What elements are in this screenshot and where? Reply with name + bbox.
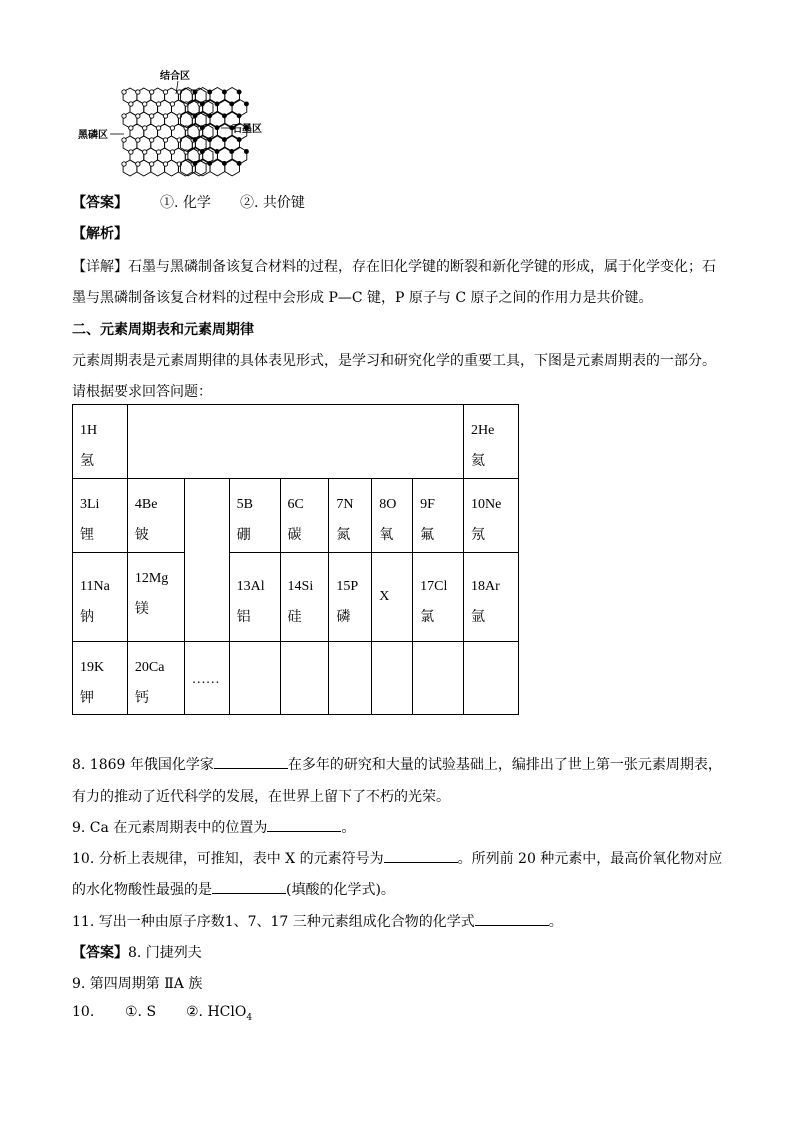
table-row — [73, 479, 519, 553]
phosphorus-atom — [163, 138, 167, 142]
label-black-phosphorus-zone: 黑磷区 — [78, 130, 108, 141]
cell-lithium: 3Li 锂 — [73, 479, 128, 553]
phosphorus-atom — [129, 102, 133, 106]
phosphorus-atom — [163, 90, 167, 94]
cell-phosphorus: 15P 磷 — [329, 553, 372, 642]
cell-potassium: 19K 钾 — [73, 642, 128, 715]
answer-2-line — [72, 942, 202, 962]
intro-line-1: 元素周期表是元素周期律的具体表见形式，是学习和研究化学的重要工具，下图是元素周期表的一部分。 — [72, 353, 716, 369]
cell-carbon: 6C 碳 — [280, 479, 329, 553]
question-11: 11. 写出一种由原子序数1、7、17 三种元素组成化合物的化学式 。 — [72, 914, 563, 930]
cell-helium: 2He 氦 — [464, 405, 519, 479]
phosphorus-atom — [136, 138, 140, 142]
section-title: 二、元素周期表和元素周期律 — [72, 322, 254, 338]
phosphorus-atom — [122, 138, 126, 142]
phosphorus-atom — [156, 126, 160, 130]
carbon-atom — [244, 102, 248, 106]
cell-neon: 10Ne 氖 — [464, 479, 519, 553]
lattice-diagram — [78, 68, 278, 186]
label-graphite-zone: 石墨区 — [232, 124, 262, 135]
cell-empty — [329, 642, 372, 715]
phosphorus-atom — [149, 114, 153, 118]
phosphorus-atom — [156, 150, 160, 154]
cell-unknown-x: X — [372, 553, 413, 642]
phosphorus-atom — [143, 150, 147, 154]
phosphorus-atom — [129, 126, 133, 130]
cell-magnesium: 12Mg 镁 — [127, 553, 184, 642]
phosphorus-atom — [163, 114, 167, 118]
phosphorus-atom — [122, 114, 126, 118]
carbon-atom — [237, 90, 241, 94]
answer-item-1: ①. 化学 — [160, 195, 211, 211]
phosphorus-atom — [143, 126, 147, 130]
answer-10-part-2: ②. HClO$_4$ — [186, 1004, 253, 1023]
answer-tag: 【答案】 — [72, 195, 128, 211]
phosphorus-atom — [149, 138, 153, 142]
answer-blank — [384, 861, 458, 863]
label-binding-zone: 结合区 — [160, 71, 190, 82]
answer-blank — [212, 892, 286, 894]
answer-blank — [214, 767, 288, 769]
answer-blank — [475, 924, 549, 926]
lattice-ring — [210, 159, 225, 176]
cell-empty — [413, 642, 464, 715]
cell-calcium: 20Ca 钙 — [127, 642, 184, 715]
phosphorus-atom — [129, 150, 133, 154]
cell-ellipsis: …… — [184, 642, 229, 715]
phosphorus-atom — [163, 162, 167, 166]
carbon-atom — [244, 150, 248, 154]
cell-gap — [184, 479, 229, 642]
cell-beryllium: 4Be 铍 — [127, 479, 184, 553]
phosphorus-atom — [136, 114, 140, 118]
question-10-line-2: 的水化物酸性最强的是 (填酸的化学式)。 — [72, 882, 395, 898]
phosphorus-atom — [156, 102, 160, 106]
cell-empty — [127, 405, 463, 479]
phosphorus-atom — [149, 162, 153, 166]
cell-silicon: 14Si 硅 — [280, 553, 329, 642]
lattice-ring — [195, 159, 210, 176]
question-8-line-2: 有力的推动了近代科学的发展，在世界上留下了不朽的光荣。 — [72, 789, 450, 805]
phosphorus-atom — [170, 126, 174, 130]
answer-8: 8. 门捷列夫 — [128, 945, 202, 961]
answer-item-2: ②. 共价键 — [240, 195, 305, 211]
question-10-line-1: 10. 分析上表规律，可推知，表中 X 的元素符号为 。所列前 20 种元素中，最高价氧化物对应 — [72, 851, 723, 867]
cell-aluminium: 13Al 铝 — [229, 553, 280, 642]
answer-blank — [267, 830, 341, 832]
analysis-tag: 【解析】 — [72, 226, 128, 242]
cell-argon: 18Ar 氩 — [464, 553, 519, 642]
cell-empty — [280, 642, 329, 715]
phosphorus-atom — [143, 102, 147, 106]
composite-structure-figure — [78, 68, 278, 186]
phosphorus-atom — [149, 90, 153, 94]
cell-empty — [372, 642, 413, 715]
cell-oxygen: 8O 氧 — [372, 479, 413, 553]
table-row — [73, 405, 519, 479]
periodic-table — [72, 404, 519, 715]
carbon-atom — [237, 138, 241, 142]
phosphorus-atom — [170, 102, 174, 106]
cell-fluorine: 9F 氟 — [413, 479, 464, 553]
question-8-line-1: 8. 1869 年俄国化学家 在多年的研究和大量的试验基础上，编排出了世上第一张元素周期表， — [72, 757, 722, 773]
intro-line-2: 请根据要求回答问题： — [72, 384, 212, 400]
answer-10-number: 10. — [72, 1004, 95, 1020]
cell-nitrogen: 7N 氮 — [329, 479, 372, 553]
table-row — [73, 642, 519, 715]
answer-9: 9. 第四周期第 ⅡA 族 — [72, 976, 203, 992]
cell-empty — [229, 642, 280, 715]
question-9: 9. Ca 在元素周期表中的位置为 。 — [72, 820, 356, 836]
table-row — [73, 553, 519, 642]
carbon-atom — [237, 114, 241, 118]
phosphorus-atom — [136, 90, 140, 94]
cell-sodium: 11Na 钠 — [73, 553, 128, 642]
phosphorus-atom — [122, 162, 126, 166]
detail-line-1: 【详解】石墨与黑磷制备该复合材料的过程，存在旧化学键的断裂和新化学键的形成，属于化学变化；石 — [72, 259, 716, 275]
phosphorus-atom — [136, 162, 140, 166]
phosphorus-atom — [122, 90, 126, 94]
phosphorus-atom — [170, 150, 174, 154]
cell-empty — [464, 642, 519, 715]
cell-chlorine: 17Cl 氯 — [413, 553, 464, 642]
answer-tag: 【答案】 — [72, 945, 128, 961]
carbon-atom — [237, 161, 241, 165]
cell-boron: 5B 硼 — [229, 479, 280, 553]
cell-hydrogen: 1H 氢 — [73, 405, 128, 479]
lattice-ring — [225, 159, 240, 176]
answer-10-part-1: ①. S — [125, 1004, 157, 1020]
detail-line-2: 墨与黑磷制备该复合材料的过程中会形成 P—C 键，P 原子与 C 原子之间的作用力是共价键。 — [72, 290, 653, 306]
